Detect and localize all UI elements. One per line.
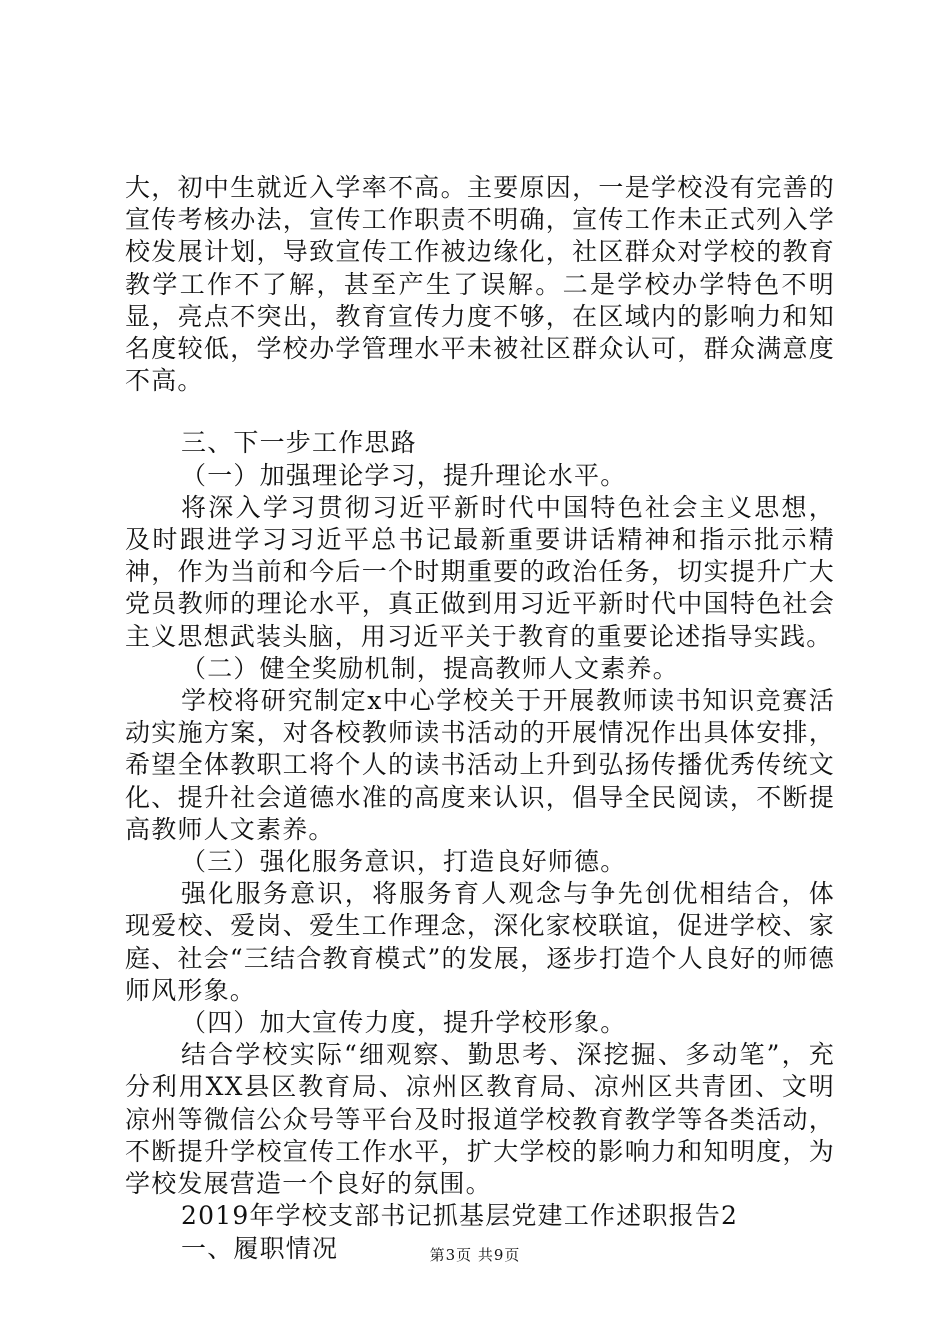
subheading-publicity: （四）加大宣传力度，提升学校形象。 [181,1008,627,1038]
page-footer: 第3页 共9页 [429,1246,521,1264]
paragraph-service-awareness: 强化服务意识，将服务育人观念与争先创优相结合，体现爱校、爱岗、爱生工作理念，深化家校联谊，促进学校、家庭、社会“三结合教育模式”的发展，逐步打造个人良好的师德师风形象。 [125,879,835,1005]
section-heading-duty: 一、履职情况 [181,1233,339,1263]
document-body [125,172,835,1265]
paragraph-publicity: 结合学校实际“细观察、勤思考、深挖掘、多动笔”，充分利用XX县区教育局、凉州区教育局、凉州区共青团、文明凉州等微信公众号等平台及时报道学校教育教学等各类活动，不断提升学校宣传工作水平，扩大学校的影响力和知明度，为学校发展营造一个良好的氛围。 [125,1040,835,1199]
paragraph-reasons: 大，初中生就近入学率不高。主要原因，一是学校没有完善的宣传考核办法，宣传工作职责不明确，宣传工作未正式列入学校发展计划，导致宣传工作被边缘化，社区群众对学校的教育教学工作不了解，甚至产生了误解。二是学校办学特色不明显，亮点不突出，教育宣传力度不够，在区域内的影响力和知名度较低，学校办学管理水平未被社区群众认可，群众满意度不高。 [125,173,835,396]
subheading-service-awareness: （三）强化服务意识，打造良好师德。 [181,847,627,877]
section-heading-next-steps: 三、下一步工作思路 [181,428,417,458]
paragraph-reward-mechanism: 学校将研究制定x中心学校关于开展教师读书知识竞赛活动实施方案，对各校教师读书活动的开展情况作出具体安排，希望全体教职工将个人的读书活动上升到弘扬传播优秀传统文化、提升社会道德水准的高度来认识，倡导全民阅读，不断提高教师人文素养。 [125,686,835,844]
report-title: 2019年学校支部书记抓基层党建工作述职报告2 [181,1201,739,1231]
subheading-reward-mechanism: （二）健全奖励机制，提高教师人文素养。 [181,653,679,683]
paragraph-theory-study: 将深入学习贯彻习近平新时代中国特色社会主义思想，及时跟进学习习近平总书记最新重要讲话精神和指示批示精神，作为当前和今后一个时期重要的政治任务，切实提升广大党员教师的理论水平，真正做到用习近平新时代中国特色社会主义思想武装头脑，用习近平关于教育的重要论述指导实践。 [125,492,835,651]
subheading-theory-study: （一）加强理论学习，提升理论水平。 [181,460,627,490]
paragraph-gap [125,397,835,427]
